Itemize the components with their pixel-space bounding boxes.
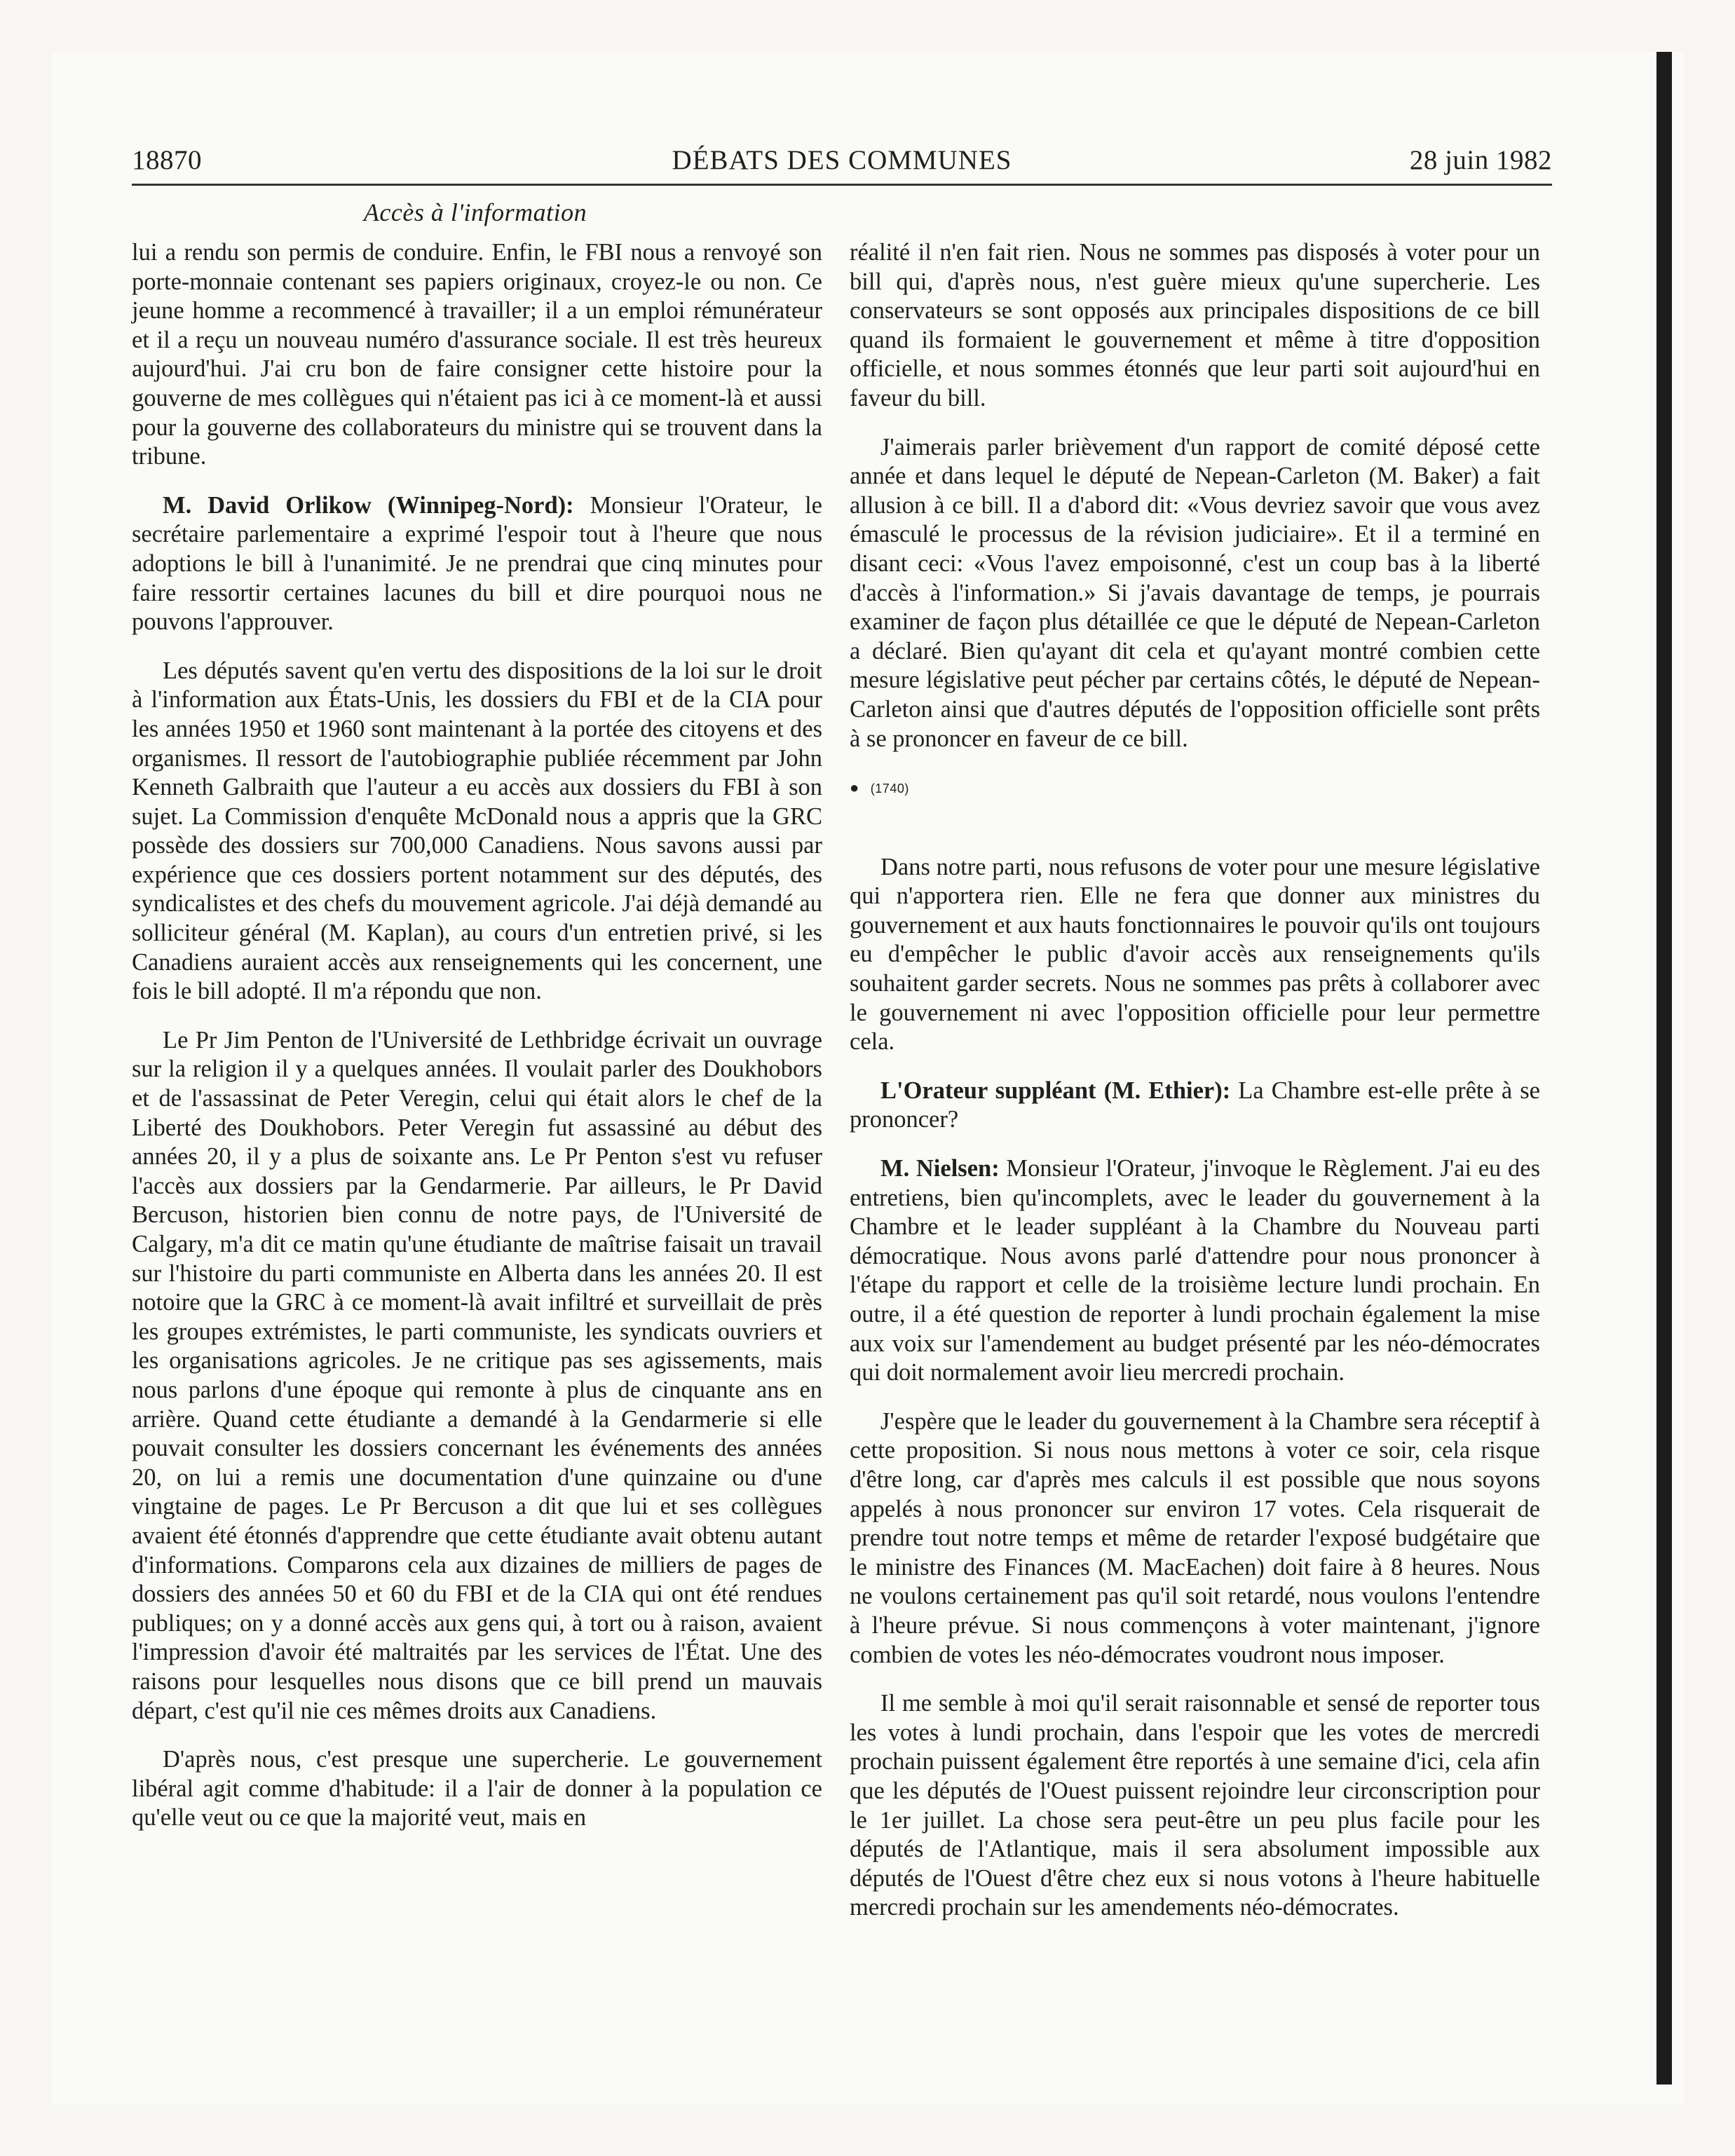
paragraph: Les députés savent qu'en vertu des dispositions de la loi sur le droit à l'information aux États-Unis, les dossiers du FBI et de la CIA pour les années 1950 et 1960 sont maintenant à la portée des citoyens et des organismes. Il ressort de l'autobiographie publiée récemment par John Kenneth Galbraith que l'auteur a eu accès aux dossiers du FBI à son sujet. La Commission d'enquête McDonald nous a appris que la GRC possède des dossiers sur 700,000 Canadiens. Nous savons aussi par expérience que ces dossiers portent notamment sur des députés, des syndicalistes et des chefs du mouvement agricole. J'ai déjà demandé au solliciteur général (M. Kaplan), au cours d'un entretien privé, si les Canadiens auraient accès aux renseignements qui les concernent, une fois le bill adopté. Il m'a répondu que non. xyxy=(132,657,822,1005)
paragraph: Dans notre parti, nous refusons de voter pour une mesure législative qui n'apportera rien. Elle ne fera que donner aux ministres du gouvernement et aux hauts fonctionnaires le pouvoir qu'ils ont toujours eu d'empêcher le public d'avoir accès aux renseignements qu'ils souhaitent garder secrets. Nous ne sommes pas prêts à collaborer avec le gouvernement ni avec l'opposition officielle pour leur permettre cela. xyxy=(850,853,1540,1056)
speaker-name: M. David Orlikow (Winnipeg-Nord): xyxy=(163,491,574,519)
paragraph: Le Pr Jim Penton de l'Université de Lethbridge écrivait un ouvrage sur la religion il y a quelques années. Il voulait parler des Doukhobors et de l'assassinat de Peter Veregin, celui qui était alors le chef de la Liberté des Doukhobors. Peter Veregin fut assassiné au début des années 20, il y a plus de soixante ans. Le Pr Penton s'est vu refuser l'accès aux dossiers par la Gendarmerie. Par ailleurs, le Pr David Bercuson, historien bien connu de notre pays, de l'Université de Calgary, m'a dit ce matin qu'une étudiante de maîtrise faisait un travail sur l'histoire du parti communiste en Alberta dans les années 20. Il est notoire que la GRC à ce moment-là avait infiltré et surveillait de près les groupes extrémistes, le parti communiste, les syndicats ouvriers et les organisations agricoles. Je ne critique pas ses agissements, mais nous parlons d'une époque qui remonte à plus de cinquante ans en arrière. Quand cette étudiante a demandé à la Gendarmerie si elle pouvait consulter les dossiers concernant les événements des années 20, on lui a remis une documentation d'une quinzaine ou d'une vingtaine de pages. Le Pr Bercuson a dit que lui et ses collègues avaient été étonnés d'apprendre que cette étudiante avait obtenu autant d'informations. Comparons cela aux dizaines de milliers de pages de dossiers des années 50 et 60 du FBI et de la CIA qui ont été rendues publiques; on y a donné accès aux gens qui, à tort ou à raison, avaient l'impression d'avoir été maltraités par les services de l'État. Une des raisons pour lesquelles nous disons que ce bill prend un mauvais départ, c'est qu'il nie ces mêmes droits aux Canadiens. xyxy=(132,1026,822,1724)
paragraph: M. Nielsen: Monsieur l'Orateur, j'invoque le Règlement. J'ai eu des entretiens, bien qu'incomplets, avec le leader du gouvernement à la Chambre et le leader suppléant à la Chambre du Nouveau parti démocratique. Nous avons parlé d'attendre pour nous prononcer à l'étape du rapport et celle de la troisième lecture lundi prochain. En outre, il a été question de reporter à lundi prochain également la mise aux voix sur l'amendement au budget présenté par les néo-démocrates qui doit normalement avoir lieu mercredi prochain. xyxy=(850,1155,1540,1386)
time-marker: ● (1740) xyxy=(850,779,909,797)
paragraph: J'aimerais parler brièvement d'un rapport de comité déposé cette année et dans lequel le député de Nepean-Carleton (M. Baker) a fait allusion à ce bill. Il a d'abord dit: «Vous devriez savoir que vous avez émasculé le processus de la révision judiciaire». Et il a terminé en disant ceci: «Vous l'avez empoisonné, c'est un coup bas à la liberté d'accès à l'information.» Si j'avais davantage de temps, je pourrais examiner de façon plus détaillée ce que le député de Nepean-Carleton a déclaré. Bien qu'ayant dit cela et qu'ayant montré combien cette mesure législative peut pécher par certains côtés, le député de Nepean-Carleton ainsi que d'autres députés de l'opposition officielle sont prêts à se prononcer en faveur de ce bill. xyxy=(850,433,1540,752)
paragraph: L'Orateur suppléant (M. Ethier): La Chambre est-elle prête à se prononcer? xyxy=(850,1077,1540,1133)
bullet-icon: ● xyxy=(850,779,859,797)
page-date: 28 juin 1982 xyxy=(1409,145,1552,175)
paragraph: D'après nous, c'est presque une supercherie. Le gouvernement libéral agit comme d'habitude: il a l'air de donner à la population ce qu'elle veut ou ce que la majorité veut, mais en xyxy=(132,1746,822,1831)
page-number: 18870 xyxy=(132,145,202,175)
publication-title: DÉBATS DES COMMUNES xyxy=(672,145,1012,175)
paragraph: lui a rendu son permis de conduire. Enfin, le FBI nous a renvoyé son porte-monnaie contenant ses papiers originaux, croyez-le ou non. Ce jeune homme a recommencé à travailler; il a un emploi rémunérateur et il a reçu un nouveau numéro d'assurance sociale. Il est très heureux aujourd'hui. J'ai cru bon de faire consigner cette histoire pour la gouverne de mes collègues qui n'étaient pas ici à ce moment-là et aussi pour la gouverne des collaborateurs du ministre qui se trouvent dans la tribune. xyxy=(132,239,822,470)
right-column xyxy=(850,238,1540,1942)
page-header xyxy=(132,144,1552,186)
paragraph: J'espère que le leader du gouvernement à la Chambre sera réceptif à cette proposition. Si nous nous mettons à voter ce soir, cela risque d'être long, car d'après mes calculs il est possible que nous soyons appelés à nous prononcer sur environ 17 votes. Cela risquerait de prendre tout notre temps et même de retarder l'exposé budgétaire que le ministre des Finances (M. MacEachen) doit faire à 8 heures. Nous ne voulons certainement pas qu'il soit retardé, nous voulons l'entendre à l'heure prévue. Si nous commençons à voter maintenant, j'ignore combien de votes les néo-démocrates voudront nous imposer. xyxy=(850,1407,1540,1668)
section-subheader: Accès à l'information xyxy=(363,198,587,226)
left-column xyxy=(132,238,822,1853)
scan-edge-bar xyxy=(1656,52,1672,2085)
paragraph: Il me semble à moi qu'il serait raisonnable et sensé de reporter tous les votes à lundi prochain, dans l'espoir que les votes de mercredi prochain puissent également être reportés à une semaine d'ici, cela afin que les députés de l'Ouest puissent rejoindre leur circonscription pour le 1er juillet. La chose sera peut-être un peu plus facile pour les députés de l'Atlantique, mais il sera absolument impossible aux députés de l'Ouest d'être chez eux si nous votons à l'heure habituelle mercredi prochain sur les amendements néo-démocrates. xyxy=(850,1690,1540,1921)
speaker-name: L'Orateur suppléant (M. Ethier): xyxy=(880,1077,1231,1104)
paragraph: M. David Orlikow (Winnipeg-Nord): Monsieur l'Orateur, le secrétaire parlementaire a exprimé l'espoir tout à l'heure que nous adoptions le bill à l'unanimité. Je ne prendrai que cinq minutes pour faire ressortir certaines lacunes du bill et dire pourquoi nous ne pouvons l'approuver. xyxy=(132,491,822,636)
paragraph: réalité il n'en fait rien. Nous ne sommes pas disposés à voter pour un bill qui, d'après nous, n'est guère mieux qu'une supercherie. Les conservateurs se sont opposés aux principales dispositions de ce bill quand ils formaient le gouvernement et même à titre d'opposition officielle, et nous sommes étonnés que leur parti soit aujourd'hui en faveur du bill. xyxy=(850,239,1540,411)
speaker-name: M. Nielsen: xyxy=(880,1155,1000,1182)
